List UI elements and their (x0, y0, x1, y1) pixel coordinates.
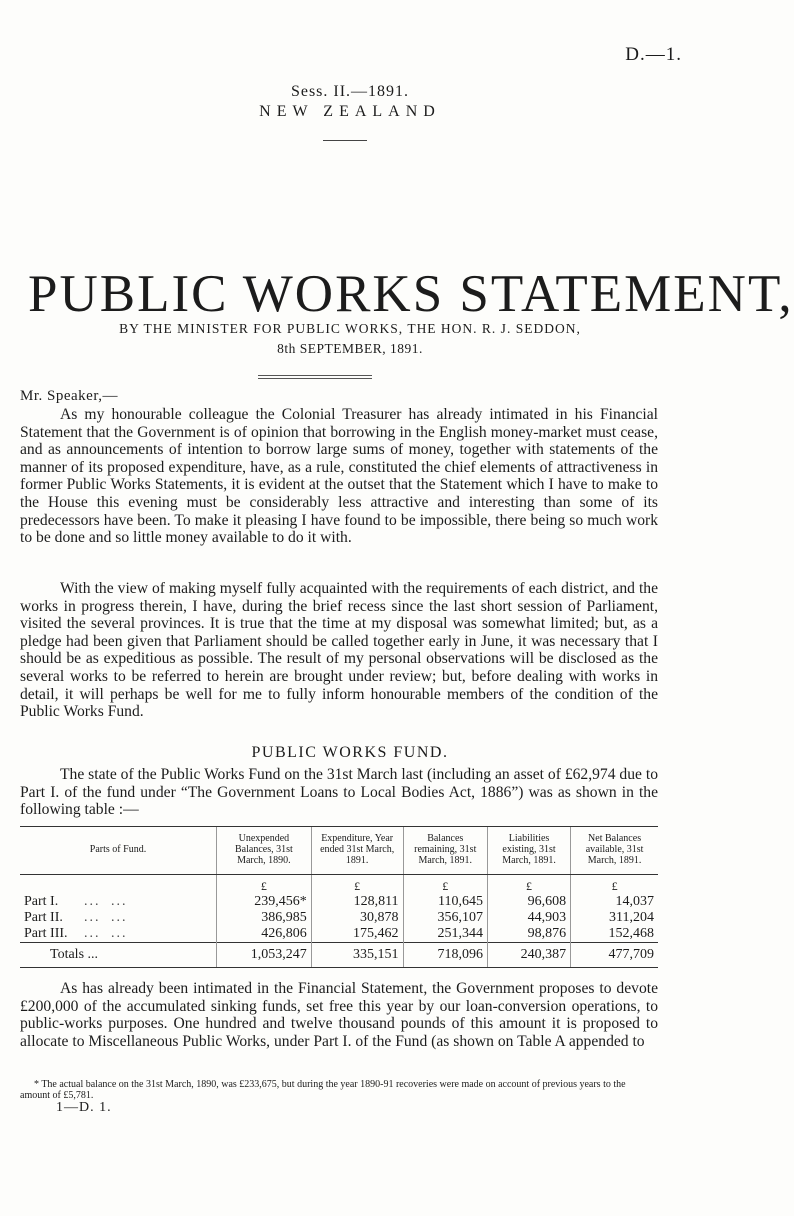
table-cell: 251,344 (403, 926, 487, 943)
column-header: Balances remaining, 31st March, 1891. (403, 827, 487, 875)
part-cell (20, 894, 217, 910)
totals-label: Totals ... (20, 943, 217, 968)
document-title: PUBLIC WORKS STATEMENT, (28, 265, 794, 323)
leader-dots: ... (84, 926, 101, 941)
table-cell: 30,878 (311, 910, 403, 926)
table-cell: 14,037 (571, 894, 658, 910)
unit-label: £ (217, 875, 312, 895)
part-cell (20, 926, 217, 943)
column-header: Unexpended Balances, 31st March, 1890. (217, 827, 312, 875)
country-name: NEW ZEALAND (259, 103, 441, 120)
table-cell: 311,204 (571, 910, 658, 926)
column-header: Liabilities existing, 31st March, 1891. (487, 827, 570, 875)
footnote: * The actual balance on the 31st March, 1890, was £233,675, but during the year 1890-91 recoveries were made on account of previous years to the amount of £5,781. (20, 1079, 626, 1101)
divider (323, 140, 367, 141)
part-cell (20, 910, 217, 926)
table-cell: 44,903 (487, 910, 570, 926)
fund-table (20, 826, 658, 968)
table-cell: 356,107 (403, 910, 487, 926)
column-header: Net Balances available, 31st March, 1891. (571, 827, 658, 875)
divider (258, 378, 372, 379)
table-cell: 386,985 (217, 910, 312, 926)
body-paragraph: With the view of making myself fully acquainted with the requirements of each district, and the works in progress therein, I have, during the brief recess since the last short session of Parliament, visited the several provinces. It is true that the time at my disposal was somewhat limited; but, as a pledge had been given that Parliament should be called together early in June, it was necessary that I should be as expeditious as possible. The result of my personal observations will be disclosed as the several works to be referred to herein are brought under review; but, before dealing with works in detail, it will perhaps be well for me to fully inform honourable members of the condition of the Public Works Fund. (20, 580, 658, 721)
unit-label: £ (403, 875, 487, 895)
table-cell: 152,468 (571, 926, 658, 943)
session-line: Sess. II.—1891. (290, 83, 410, 100)
page-number: 1—D. 1. (56, 1100, 112, 1115)
body-paragraph: As has already been intimated in the Financial Statement, the Government proposes to devote £200,000 of the accumulated sinking funds, set free this year by our loan-conversion operations, to public-works purposes. One hundred and twelve thousand pounds of this amount it is proposed to allocate to Miscellaneous Public Works, under Part I. of the Fund (as shown on Table A appended to (20, 980, 658, 1050)
section-heading: PUBLIC WORKS FUND. (251, 744, 449, 761)
leader-dots: ... (111, 926, 128, 941)
column-header: Expenditure, Year ended 31st March, 1891. (311, 827, 403, 875)
total-cell: 718,096 (403, 943, 487, 968)
date-line: 8th SEPTEMBER, 1891. (277, 341, 423, 356)
table-cell: 426,806 (217, 926, 312, 943)
totals-row (20, 943, 658, 968)
table-header-row (20, 827, 658, 875)
table-cell: 98,876 (487, 926, 570, 943)
table-cell: 175,462 (311, 926, 403, 943)
unit-row (20, 875, 658, 895)
unit-label: £ (311, 875, 403, 895)
salutation: Mr. Speaker,— (20, 388, 118, 404)
part-label: Part III. (24, 926, 68, 941)
unit-label: £ (487, 875, 570, 895)
table-row (20, 894, 658, 910)
unit-label: £ (571, 875, 658, 895)
leader-dots: ... (84, 910, 101, 925)
total-cell: 335,151 (311, 943, 403, 968)
body-paragraph: As my honourable colleague the Colonial Treasurer has already intimated in his Financial Statement that the Government is of opinion that borrowing in the English money-market must cease, and as announcements of intention to borrow large sums of money, together with statements of the manner of its proposed expenditure, have, as a rule, constituted the chief elements of attractiveness in former Public Works Statements, it is evident at the outset that the Statement which I have to make to the House this evening must be considerably less attractive and interesting than some of its predecessors have been. To make it pleasing I have found to be impossible, there being so much work to be done and so little money available to do it with. (20, 406, 658, 547)
leader-dots: ... (111, 894, 128, 909)
column-header: Parts of Fund. (20, 827, 217, 875)
table-row (20, 910, 658, 926)
part-label: Part I. (24, 894, 59, 909)
part-label: Part II. (24, 910, 63, 925)
table-cell: 96,608 (487, 894, 570, 910)
leader-dots: ... (111, 910, 128, 925)
divider (258, 375, 372, 376)
table-cell: 239,456* (217, 894, 312, 910)
table-cell: 110,645 (403, 894, 487, 910)
body-paragraph: The state of the Public Works Fund on the 31st March last (including an asset of £62,974 due to Part I. of the fund under “The Government Loans to Local Bodies Act, 1886”) was as shown in the following table :— (20, 766, 658, 819)
byline: BY THE MINISTER FOR PUBLIC WORKS, THE HON. R. J. SEDDON, (119, 321, 581, 336)
total-cell: 477,709 (571, 943, 658, 968)
table-cell: 128,811 (311, 894, 403, 910)
total-cell: 1,053,247 (217, 943, 312, 968)
total-cell: 240,387 (487, 943, 570, 968)
document-reference: D.—1. (625, 44, 682, 65)
table-row (20, 926, 658, 943)
leader-dots: ... (84, 894, 101, 909)
